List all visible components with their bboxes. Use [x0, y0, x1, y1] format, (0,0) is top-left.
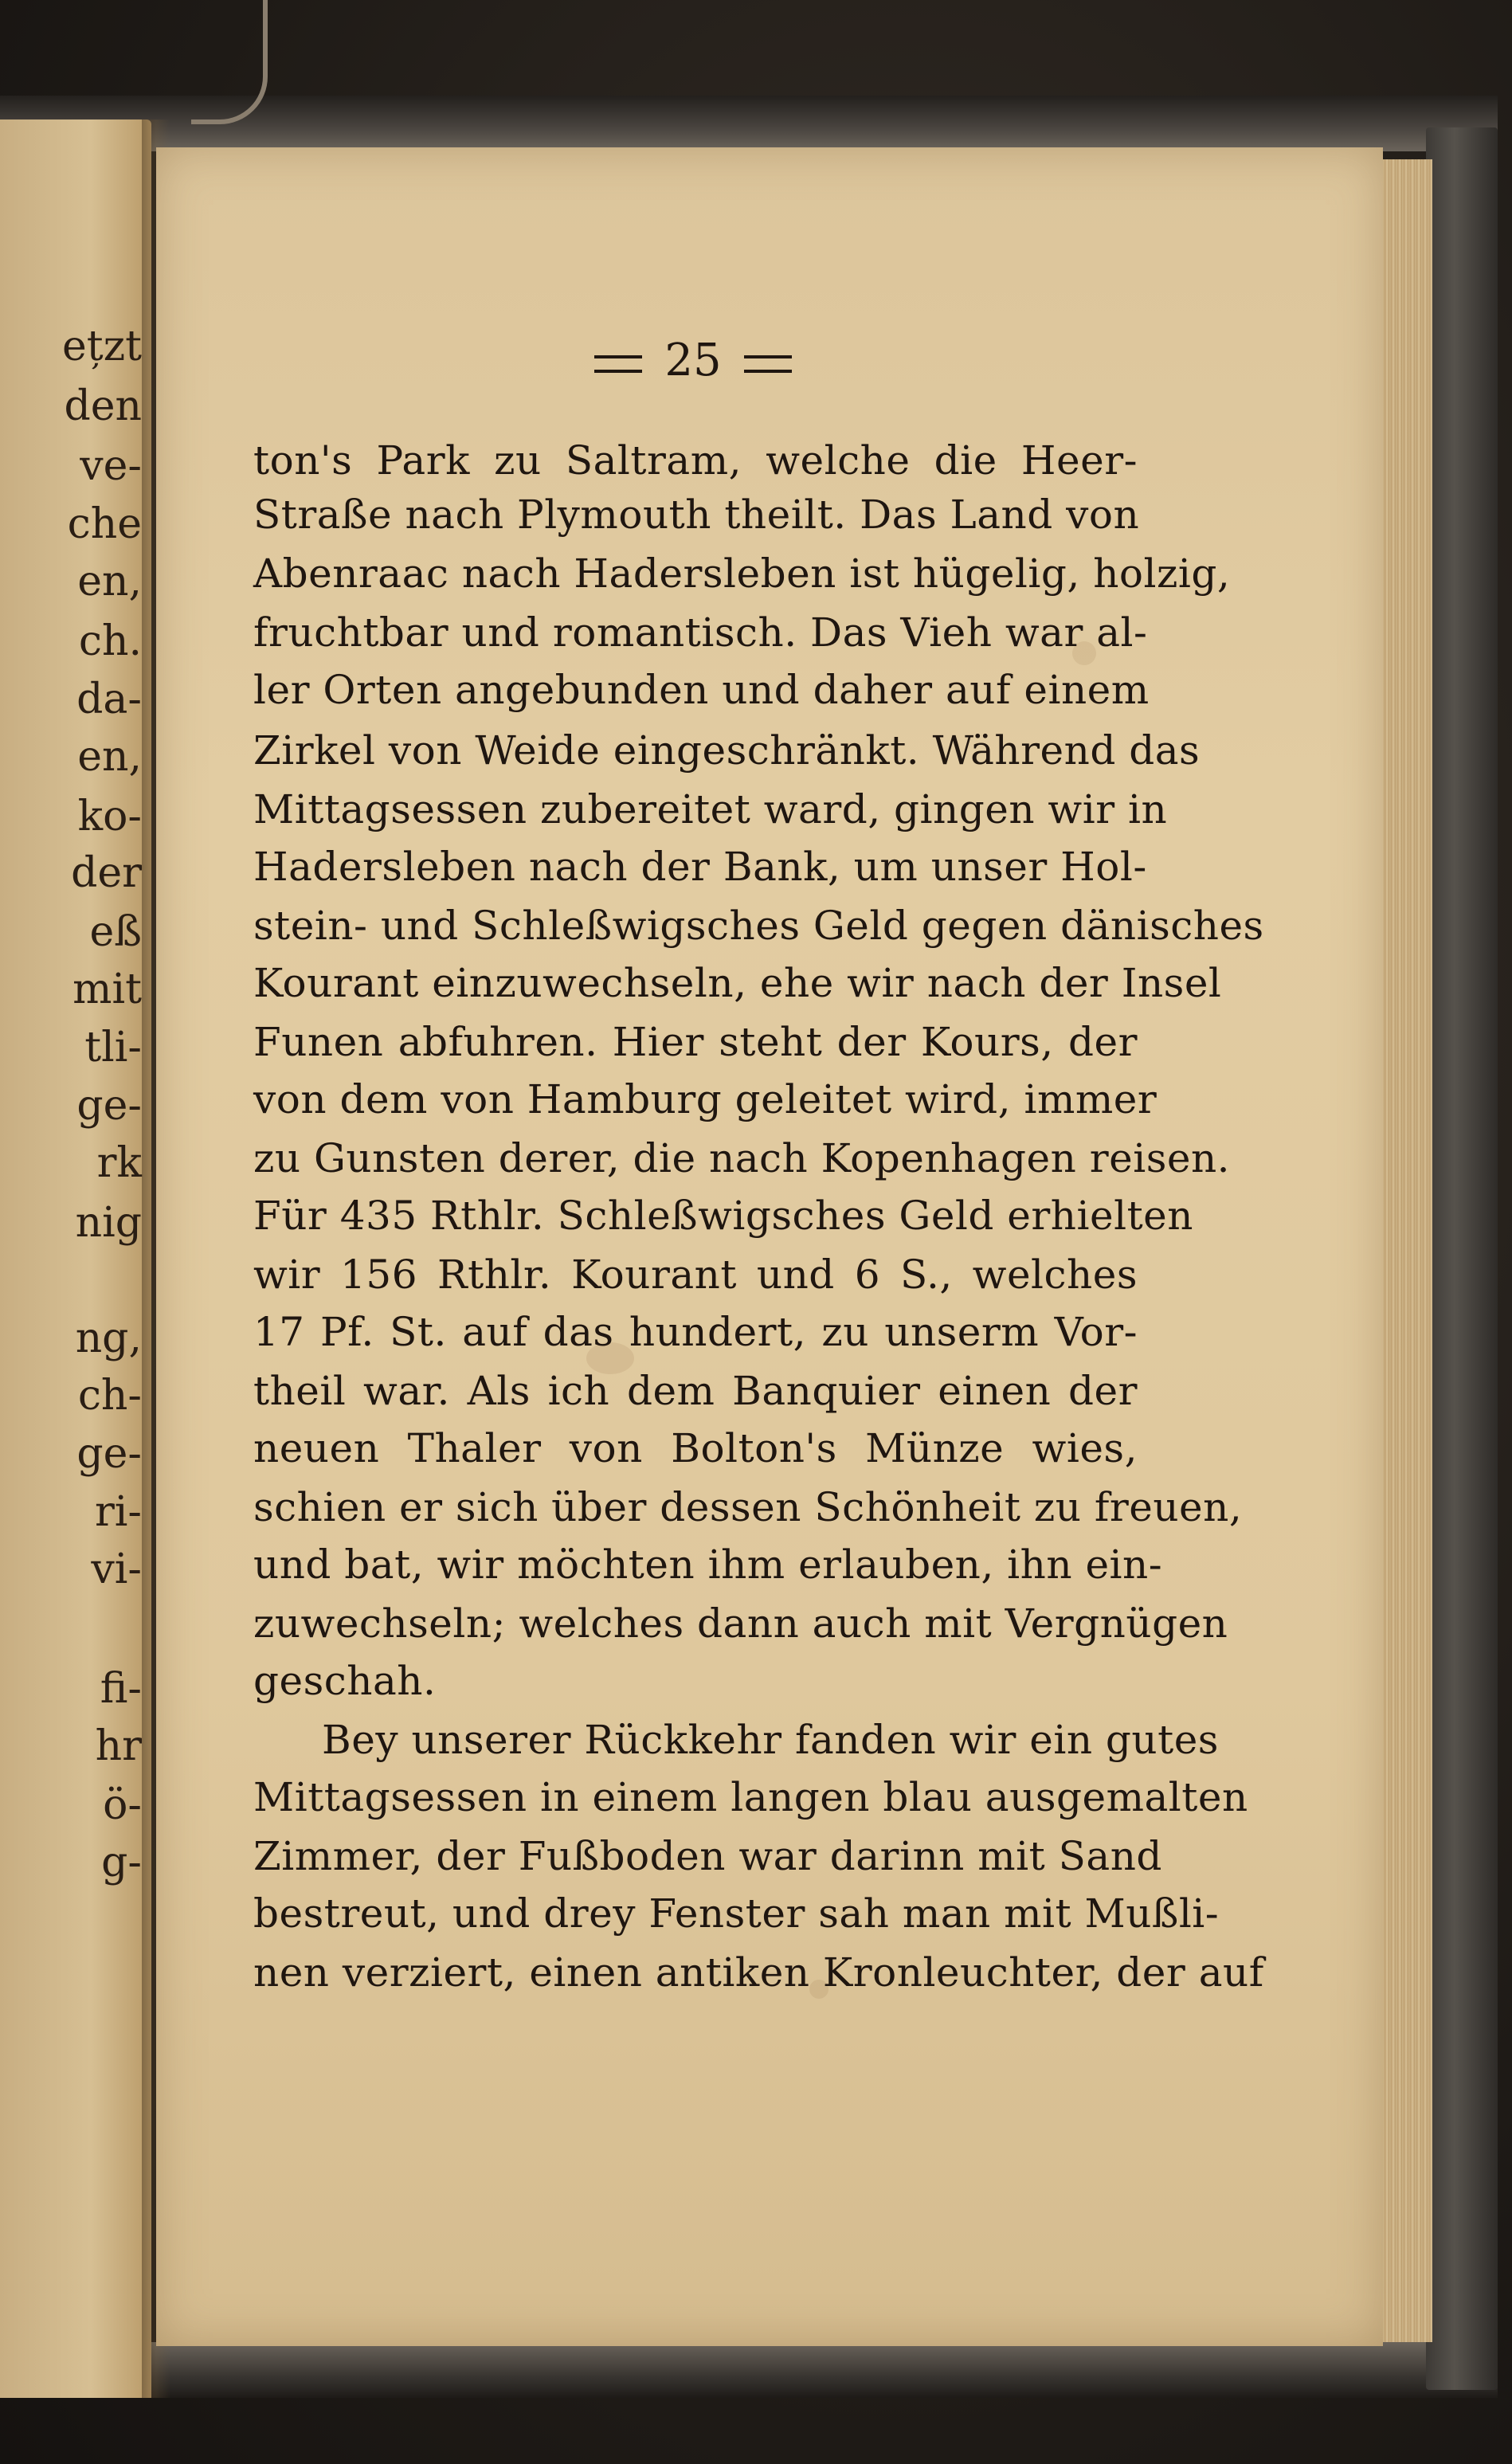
previous-page-line-fragment: da- — [76, 676, 142, 723]
previous-page-line-fragment: en, — [77, 558, 142, 605]
text-line: Straße nach Plymouth theilt. Das Land von — [253, 492, 1140, 538]
text-line: nen verziert, einen antiken Kronleuchter, der auf — [253, 1949, 1264, 1996]
text-line: ton's Park zu Saltram, welche die Heer- — [253, 437, 1138, 484]
text-line: schien er sich über dessen Schönheit zu freuen, — [253, 1484, 1243, 1530]
previous-page-line-fragment: tli- — [84, 1024, 142, 1071]
text-line: und bat, wir möchten ihm erlauben, ihn ein- — [253, 1541, 1163, 1588]
text-line: Kourant einzuwechseln, ehe wir nach der Insel — [253, 960, 1222, 1006]
text-line: Zimmer, der Fußboden war darinn mit Sand — [253, 1833, 1162, 1879]
previous-page-line-fragment: che — [67, 500, 142, 548]
text-line: neuen Thaler von Bolton's Münze wies, — [253, 1425, 1138, 1471]
book-cover-bottom-edge — [0, 2342, 1498, 2398]
previous-page-line-fragment: rk — [96, 1139, 142, 1187]
text-line: zu Gunsten derer, die nach Kopenhagen reisen. — [253, 1135, 1231, 1181]
previous-page-line-fragment: fi- — [100, 1665, 142, 1713]
text-line: Mittagsessen in einem langen blau ausgemalten — [253, 1774, 1248, 1820]
text-line: bestreut, und drey Fenster sah man mit Mußli- — [253, 1890, 1220, 1937]
text-line: zuwechseln; welches dann auch mit Vergnügen — [253, 1600, 1228, 1647]
text-line: Bey unserer Rückkehr fanden wir ein gutes — [322, 1717, 1219, 1763]
bookmark-ribbon — [191, 0, 268, 124]
text-line: theil war. Als ich dem Banquier einen der — [253, 1368, 1138, 1414]
text-line: 17 Pf. St. auf das hundert, zu unserm Vor- — [253, 1309, 1138, 1355]
previous-page-line-fragment: eß — [89, 908, 142, 956]
text-line: Abenraac nach Hadersleben ist hügelig, holzig, — [253, 550, 1231, 597]
text-line: stein- und Schleßwigsches Geld gegen dänisches — [253, 903, 1264, 949]
page-number — [526, 335, 860, 386]
text-line: Hadersleben nach der Bank, um unser Hol- — [253, 844, 1147, 890]
text-line: Für 435 Rthlr. Schleßwigsches Geld erhielten — [253, 1193, 1193, 1239]
previous-page-line-fragment: ețzt — [62, 323, 142, 370]
previous-page-line-fragment: ge- — [76, 1082, 142, 1130]
text-line: ler Orten angebunden und daher auf einem — [253, 667, 1150, 713]
text-line: wir 156 Rthlr. Kourant und 6 S., welches — [253, 1252, 1138, 1298]
previous-page-line-fragment: vi- — [91, 1545, 142, 1593]
previous-page-line-fragment: g- — [101, 1839, 142, 1886]
page-number-value: 25 — [664, 335, 722, 386]
previous-page-line-fragment: den — [64, 382, 142, 430]
previous-page-line-fragment: der — [71, 849, 142, 897]
previous-page-line-fragment: ö- — [103, 1781, 142, 1829]
previous-page-line-fragment: en, — [77, 733, 142, 781]
previous-page-fragment — [0, 119, 151, 2398]
page-number-rule-left — [594, 355, 642, 373]
text-line: von dem von Hamburg geleitet wird, immer — [253, 1076, 1158, 1122]
book-cover-right-edge — [1426, 127, 1498, 2390]
text-line: geschah. — [253, 1658, 437, 1704]
previous-page-line-fragment: ve- — [80, 442, 142, 490]
page-block-edges — [1377, 159, 1432, 2342]
previous-page-line-fragment: ge- — [76, 1430, 142, 1478]
previous-page-line-fragment: nig — [75, 1199, 142, 1247]
text-line: Funen abfuhren. Hier steht der Kours, der — [253, 1019, 1138, 1065]
previous-page-line-fragment: hr — [95, 1722, 142, 1770]
previous-page-line-fragment: ch. — [78, 617, 142, 665]
text-line: Mittagsessen zubereitet ward, gingen wir in — [253, 786, 1168, 832]
page-number-rule-right — [744, 355, 792, 373]
previous-page-line-fragment: ng, — [75, 1314, 142, 1362]
previous-page-line-fragment: mit — [72, 966, 142, 1013]
previous-page-line-fragment: ri- — [94, 1488, 142, 1536]
previous-page-line-fragment: ko- — [77, 793, 142, 840]
text-line: fruchtbar und romantisch. Das Vieh war al- — [253, 609, 1148, 656]
text-line: Zirkel von Weide eingeschränkt. Während das — [253, 727, 1201, 774]
previous-page-line-fragment: ch- — [77, 1372, 142, 1420]
